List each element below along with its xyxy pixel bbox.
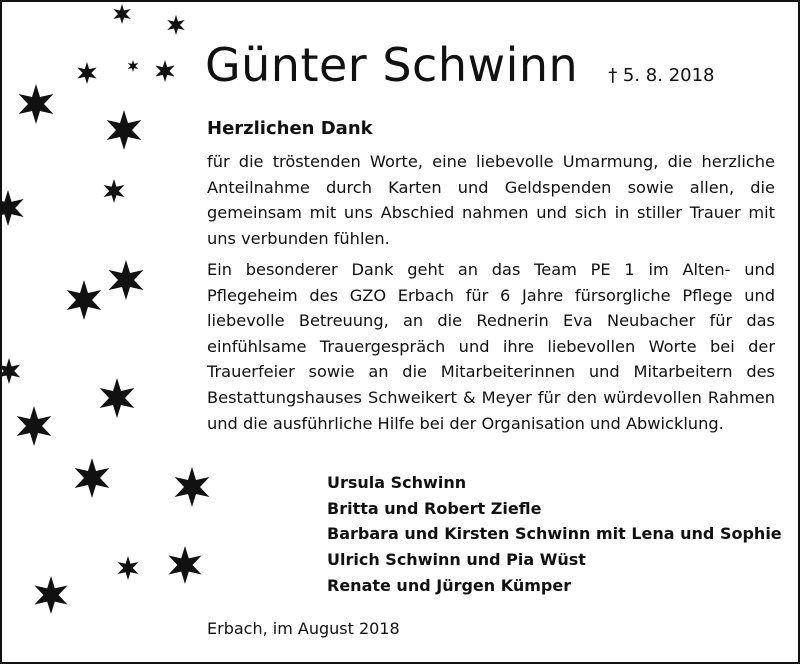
star-icon <box>104 110 144 150</box>
star-icon <box>76 62 98 84</box>
deceased-name: Günter Schwinn <box>205 38 579 92</box>
signer: Britta und Robert Ziefle <box>327 498 542 518</box>
star-icon <box>116 556 140 580</box>
star-icon <box>64 280 104 320</box>
star-icon <box>166 15 186 35</box>
thanks-paragraph-2: Ein besonderer Dank geht an das Team PE 1 im Alten- und Pflegeheim des GZO Erbach für 6 Jahre fürsorgliche Pflege und liebevolle Betreuung, an die Rednerin Eva Neubacher für das einfühlsame Trauergespräch und ihre liebevollen Worte bei der Trauerfeier sowie an die Mitarbeiterinnen und Mitarbeitern des Bestattungshauses Schweikert & Meyer für den würdevollen Rahmen und die ausführliche Hilfe bei der Organisation und Abwicklung. <box>207 260 775 433</box>
star-icon <box>32 576 70 614</box>
signer: Ulrich Schwinn und Pia Wüst <box>327 550 586 570</box>
star-icon <box>172 467 212 507</box>
star-icon <box>0 358 22 384</box>
signer: Ursula Schwinn <box>327 473 467 492</box>
star-icon <box>112 4 132 24</box>
star-icon <box>154 60 176 82</box>
name-line <box>205 38 715 98</box>
star-icon <box>16 84 56 124</box>
place-and-date: Erbach, im August 2018 <box>207 619 400 638</box>
signer: Renate und Jürgen Kümper <box>327 575 572 595</box>
death-date: † 5. 8. 2018 <box>608 65 715 86</box>
signer: Barbara und Kirsten Schwinn mit Lena und Sophie <box>327 524 782 544</box>
star-icon <box>0 190 26 226</box>
signers-list <box>327 470 782 599</box>
thanks-heading: Herzlichen Dank <box>207 118 373 139</box>
star-icon <box>127 60 139 72</box>
star-icon <box>97 378 137 418</box>
star-decoration <box>2 2 232 662</box>
star-icon <box>106 260 146 300</box>
thanks-paragraph-1: für die tröstenden Worte, eine liebevolle Umarmung, die herzliche Anteilnahme durch Karten und Geldspenden sowie allen, die gemeinsam mit uns Abschied nahmen und sich in stiller Trauer mit uns verbunden fühlen. <box>207 152 775 248</box>
star-icon <box>166 546 204 584</box>
star-icon <box>102 179 126 203</box>
star-icon <box>14 406 54 446</box>
star-icon <box>72 458 112 498</box>
